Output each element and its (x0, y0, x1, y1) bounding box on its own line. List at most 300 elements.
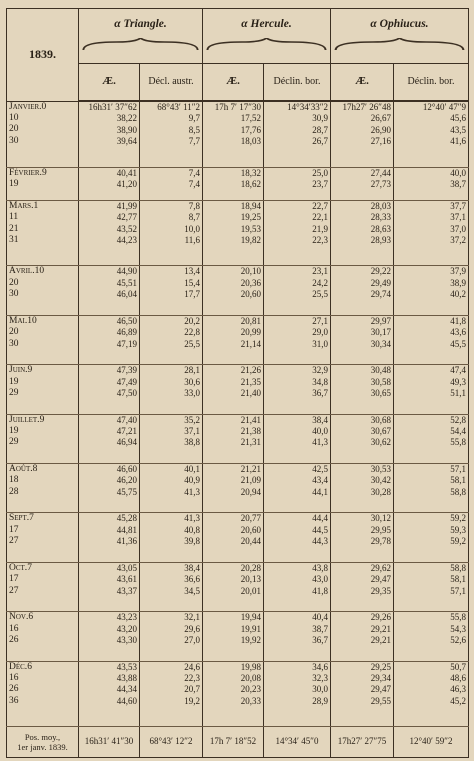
date-line (9, 673, 76, 684)
value: 24,2 (312, 277, 328, 288)
value: 19,82 (240, 235, 261, 246)
value-cell (264, 101, 331, 167)
value: 41,3 (184, 486, 200, 497)
date-line (9, 563, 76, 574)
date-line (9, 586, 76, 597)
value: 25,0 (312, 167, 328, 178)
value: 19,25 (240, 212, 261, 223)
value: 50,7 (450, 661, 466, 672)
date-line (9, 464, 76, 475)
value-cell (140, 167, 203, 200)
value: 29,26 (370, 612, 391, 623)
month-name: Mars. (9, 200, 34, 211)
date-line (9, 475, 76, 486)
value: 29,22 (370, 266, 391, 277)
day-number: 0 (41, 101, 47, 112)
value: 19,2 (184, 695, 200, 706)
value: 22,3 (184, 672, 200, 683)
value: 58,1 (450, 574, 466, 585)
value: 28,7 (312, 124, 328, 135)
value-cell (79, 612, 140, 661)
value: 15,4 (184, 277, 200, 288)
value-cell (264, 266, 331, 315)
month-name: Janvier. (9, 101, 42, 112)
value: 21,09 (240, 475, 261, 486)
day-number: 10 (34, 266, 45, 277)
value: 47,4 (450, 365, 466, 376)
day-number: 17 (9, 574, 19, 585)
value-cell (140, 463, 203, 512)
value: 45,28 (116, 513, 137, 524)
value: 51,1 (450, 387, 466, 398)
value-cell (140, 266, 203, 315)
value-cell (394, 101, 469, 167)
value: 43,20 (116, 623, 137, 634)
value-cell (331, 200, 394, 265)
value: 46,89 (116, 327, 137, 338)
value: 37,1 (184, 425, 200, 436)
value-cell (394, 414, 469, 463)
value: 19,94 (240, 612, 261, 623)
day-number: 30 (9, 135, 19, 146)
value-cell (331, 101, 394, 167)
date-line (9, 124, 76, 135)
value: 20,01 (240, 585, 261, 596)
month-cell (7, 365, 79, 414)
declination-header: Déclin. bor. (394, 64, 469, 102)
month-group-row (7, 612, 469, 661)
value: 7,8 (188, 200, 200, 211)
day-number: 30 (9, 289, 19, 300)
value: 43,37 (116, 585, 137, 596)
value: 32,9 (312, 365, 328, 376)
value-cell (394, 513, 469, 562)
day-number: 27 (9, 536, 19, 547)
value: 22,8 (184, 327, 200, 338)
declination-header: Déclin. bor. (264, 64, 331, 102)
value: 43,61 (116, 574, 137, 585)
brace-icon (81, 38, 200, 52)
day-number: 20 (9, 327, 19, 338)
value: 23,7 (312, 178, 328, 189)
value: 43,05 (116, 562, 137, 573)
value: 22,3 (312, 235, 328, 246)
value: 30,67 (370, 425, 391, 436)
value: 21,35 (240, 376, 261, 387)
value: 30,34 (370, 338, 391, 349)
day-number: 17 (9, 524, 19, 535)
star-name: α Triangle. (114, 18, 167, 30)
value-cell (203, 266, 264, 315)
date-line (9, 426, 76, 437)
value: 28,9 (312, 695, 328, 706)
value-cell (331, 365, 394, 414)
month-name: Déc. (9, 661, 28, 672)
value: 20,94 (240, 486, 261, 497)
value: 21,40 (240, 387, 261, 398)
value: 27,73 (370, 178, 391, 189)
month-group-row (7, 266, 469, 315)
value-cell (394, 612, 469, 661)
date-line (9, 179, 76, 190)
value: 23,1 (312, 266, 328, 277)
value: 20,23 (240, 684, 261, 695)
value-cell (140, 365, 203, 414)
date-line (9, 365, 76, 376)
value-cell (140, 315, 203, 364)
mean-position-label-line: Pos. moy., (24, 732, 61, 742)
value: 29,47 (370, 574, 391, 585)
value: 19,98 (240, 661, 261, 672)
value: 28,1 (184, 365, 200, 376)
date-line (9, 168, 76, 179)
value-cell (264, 365, 331, 414)
value: 30,65 (370, 387, 391, 398)
date-line (9, 662, 76, 673)
value: 38,22 (116, 113, 137, 124)
star-header-1 (79, 9, 203, 64)
value-cell (79, 513, 140, 562)
value: 21,26 (240, 365, 261, 376)
month-cell (7, 101, 79, 167)
date-line (9, 212, 76, 223)
day-number: 19 (9, 425, 19, 436)
value-cell (79, 315, 140, 364)
value: 34,6 (312, 661, 328, 672)
date-line (9, 612, 76, 623)
day-number: 10 (9, 112, 19, 123)
value: 38,7 (450, 178, 466, 189)
value: 47,21 (116, 425, 137, 436)
value: 7,4 (188, 167, 200, 178)
value-cell (203, 612, 264, 661)
declination-header: Décl. austr. (140, 64, 203, 102)
value: 27,0 (184, 634, 200, 645)
value: 28,03 (370, 200, 391, 211)
value-cell (394, 315, 469, 364)
date-line (9, 377, 76, 388)
day-number: 7 (27, 562, 32, 573)
value: 46,04 (116, 289, 137, 300)
value-cell (140, 414, 203, 463)
month-group-row (7, 101, 469, 167)
date-line (9, 574, 76, 585)
month-group-row (7, 661, 469, 727)
value-cell (203, 463, 264, 512)
value: 30,17 (370, 327, 391, 338)
value: 29,74 (370, 289, 391, 300)
value: 27,1 (312, 315, 328, 326)
value: 30,0 (312, 684, 328, 695)
value: 18,03 (240, 136, 261, 147)
value: 41,3 (184, 513, 200, 524)
value: 37,1 (450, 212, 466, 223)
day-number: 8 (32, 463, 38, 474)
month-group-row (7, 167, 469, 200)
mean-position-label (7, 727, 79, 758)
month-group-row (7, 513, 469, 562)
value-cell (394, 661, 469, 727)
month-cell (7, 661, 79, 727)
value: 21,31 (240, 437, 261, 448)
mean-position-value: 16h31′ 41″30 (79, 727, 140, 758)
value: 42,5 (312, 463, 328, 474)
value: 27,44 (370, 167, 391, 178)
value: 31,0 (312, 338, 328, 349)
month-name: Nov. (9, 612, 29, 623)
value: 38,90 (116, 124, 137, 135)
value: 35,2 (184, 414, 200, 425)
month-cell (7, 266, 79, 315)
date-line (9, 235, 76, 246)
date-line (9, 388, 76, 399)
value: 29,6 (184, 623, 200, 634)
value: 22,1 (312, 212, 328, 223)
date-line (9, 684, 76, 695)
value: 52,6 (450, 634, 466, 645)
value: 45,75 (116, 486, 137, 497)
value-cell (203, 513, 264, 562)
value-cell (331, 562, 394, 611)
value: 43,0 (312, 574, 328, 585)
value: 42,77 (116, 212, 137, 223)
day-number: 6 (27, 661, 32, 672)
month-name: Mai. (9, 315, 28, 326)
value: 43,52 (116, 223, 137, 234)
value: 58,8 (450, 562, 466, 573)
value-cell (331, 266, 394, 315)
value: 54,3 (450, 623, 466, 634)
value: 18,32 (240, 167, 261, 178)
date-line (9, 437, 76, 448)
value: 7,4 (188, 178, 200, 189)
value: 13,4 (184, 266, 200, 277)
day-number: 18 (9, 475, 19, 486)
value: 47,49 (116, 376, 137, 387)
value: 26,7 (312, 136, 328, 147)
value: 20,77 (240, 513, 261, 524)
value: 43,6 (450, 327, 466, 338)
value: 44,81 (116, 524, 137, 535)
value: 54,4 (450, 425, 466, 436)
ra-header: Æ. (203, 64, 264, 102)
value: 20,60 (240, 289, 261, 300)
value: 41,99 (116, 200, 137, 211)
day-number: 9 (39, 414, 45, 425)
value: 43,23 (116, 612, 137, 623)
date-line (9, 339, 76, 350)
value: 20,28 (240, 562, 261, 573)
value: 41,8 (450, 315, 466, 326)
date-line (9, 316, 76, 327)
value: 40,9 (184, 475, 200, 486)
value: 21,14 (240, 338, 261, 349)
value-cell (394, 200, 469, 265)
day-number: 19 (9, 376, 19, 387)
value-cell (203, 414, 264, 463)
value: 46,3 (450, 684, 466, 695)
month-group-row (7, 365, 469, 414)
value: 34,5 (184, 585, 200, 596)
value: 30,42 (370, 475, 391, 486)
value: 7,7 (188, 136, 200, 147)
value: 25,5 (184, 338, 200, 349)
value: 46,60 (116, 463, 137, 474)
day-number: 27 (9, 585, 19, 596)
month-cell (7, 513, 79, 562)
day-number: 9 (27, 365, 33, 376)
value: 17,52 (240, 113, 261, 124)
value: 45,51 (116, 277, 137, 288)
day-number: 19 (9, 178, 19, 189)
value-cell (264, 661, 331, 727)
day-number: 21 (9, 223, 19, 234)
value: 59,3 (450, 524, 466, 535)
value: 59,2 (450, 536, 466, 547)
value: 40,2 (450, 289, 466, 300)
value: 29,97 (370, 315, 391, 326)
day-number: 29 (9, 437, 19, 448)
value: 41,8 (312, 585, 328, 596)
value: 19,92 (240, 634, 261, 645)
mean-position-row (7, 727, 469, 758)
value: 57,1 (450, 463, 466, 474)
value: 44,60 (116, 695, 137, 706)
value: 30,53 (370, 463, 391, 474)
value: 29,0 (312, 327, 328, 338)
value: 40,1 (184, 463, 200, 474)
value-cell (264, 562, 331, 611)
value: 24,6 (184, 661, 200, 672)
value: 29,78 (370, 536, 391, 547)
value: 21,21 (240, 463, 261, 474)
month-name: Avril. (9, 266, 35, 277)
date-line (9, 487, 76, 498)
day-number: 31 (9, 235, 19, 246)
value: 30,12 (370, 513, 391, 524)
value: 29,55 (370, 695, 391, 706)
value: 37,0 (450, 223, 466, 234)
value: 41,20 (116, 178, 137, 189)
value: 29,21 (370, 634, 391, 645)
value: 17,7 (184, 289, 200, 300)
value: 57,1 (450, 585, 466, 596)
value: 58,8 (450, 486, 466, 497)
value: 28,33 (370, 212, 391, 223)
day-number: 26 (9, 684, 19, 695)
value: 29,47 (370, 684, 391, 695)
value: 38,8 (184, 437, 200, 448)
value: 44,34 (116, 684, 137, 695)
value: 58,1 (450, 475, 466, 486)
star-header-2 (203, 9, 331, 64)
value: 33,0 (184, 387, 200, 398)
value: 30,28 (370, 486, 391, 497)
value: 36,6 (184, 574, 200, 585)
value: 44,3 (312, 536, 328, 547)
mean-position-value: 12°40′ 59″2 (394, 727, 469, 758)
value: 30,9 (312, 113, 328, 124)
value: 59,2 (450, 513, 466, 524)
value-cell (203, 661, 264, 727)
month-cell (7, 414, 79, 463)
value: 36,7 (312, 634, 328, 645)
value-cell (331, 315, 394, 364)
day-number: 28 (9, 486, 19, 497)
value-cell (331, 661, 394, 727)
value-cell (79, 414, 140, 463)
value: 47,50 (116, 387, 137, 398)
value: 29,34 (370, 672, 391, 683)
value: 21,41 (240, 414, 261, 425)
value: 43,53 (116, 661, 137, 672)
value-cell (79, 167, 140, 200)
date-line (9, 415, 76, 426)
value: 30,68 (370, 414, 391, 425)
value-cell (79, 266, 140, 315)
value-cell (394, 463, 469, 512)
day-number: 11 (9, 212, 19, 223)
value-cell (331, 463, 394, 512)
value: 26,90 (370, 124, 391, 135)
value: 43,4 (312, 475, 328, 486)
value-cell (331, 167, 394, 200)
value-cell (140, 101, 203, 167)
value: 29,95 (370, 524, 391, 535)
month-name: Février. (9, 167, 42, 178)
value: 25,5 (312, 289, 328, 300)
value: 27,16 (370, 136, 391, 147)
value: 19,91 (240, 623, 261, 634)
value-cell (331, 513, 394, 562)
value: 38,4 (184, 562, 200, 573)
star-header-3 (331, 9, 469, 64)
date-line (9, 327, 76, 338)
value: 22,7 (312, 200, 328, 211)
month-name: Juillet. (9, 414, 40, 425)
date-line (9, 536, 76, 547)
value-cell (264, 315, 331, 364)
value: 26,67 (370, 113, 391, 124)
mean-position-value: 17h27′ 27″75 (331, 727, 394, 758)
day-number: 30 (9, 338, 19, 349)
value: 45,5 (450, 338, 466, 349)
value: 8,7 (188, 212, 200, 223)
value-cell (394, 562, 469, 611)
month-cell (7, 167, 79, 200)
value: 14°34′33″2 (287, 102, 328, 112)
value: 49,3 (450, 376, 466, 387)
value: 29,62 (370, 562, 391, 573)
month-group-row (7, 315, 469, 364)
mean-position-label-line: 1er janv. 1839. (17, 742, 68, 752)
date-line (9, 696, 76, 707)
value: 11,6 (184, 235, 200, 246)
value: 17h 7′ 17″30 (214, 102, 261, 112)
date-line (9, 266, 76, 277)
value: 44,1 (312, 486, 328, 497)
value: 39,64 (116, 136, 137, 147)
star-name: α Ophiucus. (370, 18, 429, 30)
value: 46,50 (116, 315, 137, 326)
value-cell (264, 200, 331, 265)
value: 18,62 (240, 178, 261, 189)
value-cell (79, 562, 140, 611)
month-cell (7, 463, 79, 512)
value-cell (79, 661, 140, 727)
value: 37,7 (450, 200, 466, 211)
month-group-row (7, 562, 469, 611)
